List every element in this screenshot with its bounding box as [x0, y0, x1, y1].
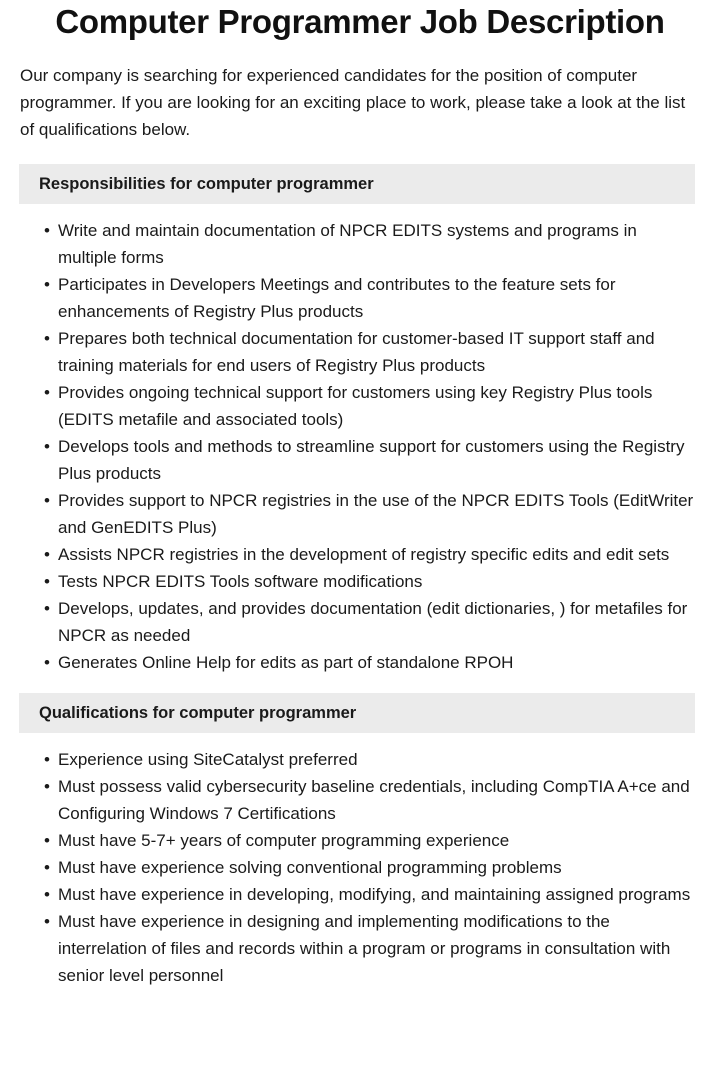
list-item	[44, 487, 695, 541]
list-item	[44, 649, 695, 676]
list-item-text: Must have 5-7+ years of computer programming experience	[58, 831, 510, 850]
list-item	[44, 541, 695, 568]
section-heading-label: Responsibilities for computer programmer	[39, 175, 374, 193]
list-item	[44, 568, 695, 595]
bullet-icon: •	[44, 653, 50, 672]
list-item	[44, 746, 695, 773]
bullet-icon: •	[44, 545, 50, 564]
bullet-icon: •	[44, 437, 50, 456]
responsibilities-list	[0, 204, 720, 676]
bullet-icon: •	[44, 912, 50, 931]
list-item	[44, 881, 695, 908]
list-item-text: Prepares both technical documentation for customer-based IT support staff and training materials for end users of Registry Plus products	[58, 329, 655, 375]
intro-paragraph: Our company is searching for experienced candidates for the position of computer programmer. If you are looking for an exciting place to work, please take a look at the list of qualifications below.	[20, 66, 686, 139]
bullet-icon: •	[44, 599, 50, 618]
list-item-text: Must have experience in developing, modifying, and maintaining assigned programs	[58, 885, 691, 904]
section-header-responsibilities	[19, 164, 695, 204]
bullet-icon: •	[44, 275, 50, 294]
list-item-text: Experience using SiteCatalyst preferred	[58, 750, 358, 769]
section-header-qualifications	[19, 693, 695, 733]
bullet-icon: •	[44, 383, 50, 402]
list-item	[44, 379, 695, 433]
bullet-icon: •	[44, 750, 50, 769]
list-item-text: Must possess valid cybersecurity baseline credentials, including CompTIA A+ce and Configuring Windows 7 Certifications	[58, 777, 690, 823]
list-item	[44, 433, 695, 487]
bullet-icon: •	[44, 329, 50, 348]
section-heading-label: Qualifications for computer programmer	[39, 704, 357, 722]
bullet-icon: •	[44, 885, 50, 904]
bullet-icon: •	[44, 831, 50, 850]
list-item	[44, 854, 695, 881]
bullet-icon: •	[44, 777, 50, 796]
list-item-text: Develops tools and methods to streamline support for customers using the Registry Plus products	[58, 437, 685, 483]
list-item-text: Must have experience in designing and implementing modifications to the interrelation of files and records within a program or programs in consultation with senior level personnel	[58, 912, 671, 985]
list-item-text: Participates in Developers Meetings and contributes to the feature sets for enhancements of Registry Plus products	[58, 275, 616, 321]
list-item-text: Tests NPCR EDITS Tools software modifications	[58, 572, 423, 591]
list-item	[44, 595, 695, 649]
section-responsibilities	[0, 164, 720, 676]
list-item-text: Write and maintain documentation of NPCR EDITS systems and programs in multiple forms	[58, 221, 637, 267]
list-item	[44, 271, 695, 325]
list-item-text: Generates Online Help for edits as part of standalone RPOH	[58, 653, 514, 672]
list-item	[44, 827, 695, 854]
list-item-text: Must have experience solving conventional programming problems	[58, 858, 562, 877]
list-item	[44, 773, 695, 827]
bullet-icon: •	[44, 572, 50, 591]
list-item-text: Provides ongoing technical support for customers using key Registry Plus tools (EDITS metafile and associated tools)	[58, 383, 653, 429]
bullet-icon: •	[44, 491, 50, 510]
qualifications-list	[0, 733, 720, 989]
list-item	[44, 217, 695, 271]
list-item	[44, 908, 695, 989]
list-item-text: Provides support to NPCR registries in the use of the NPCR EDITS Tools (EditWriter and GenEDITS Plus)	[58, 491, 694, 537]
page-title: Computer Programmer Job Description	[55, 3, 665, 40]
bullet-icon: •	[44, 858, 50, 877]
bullet-icon: •	[44, 221, 50, 240]
list-item-text: Assists NPCR registries in the development of registry specific edits and edit sets	[58, 545, 670, 564]
list-item-text: Develops, updates, and provides documentation (edit dictionaries, ) for metafiles for NPCR as needed	[58, 599, 688, 645]
list-item	[44, 325, 695, 379]
section-qualifications	[0, 693, 720, 989]
